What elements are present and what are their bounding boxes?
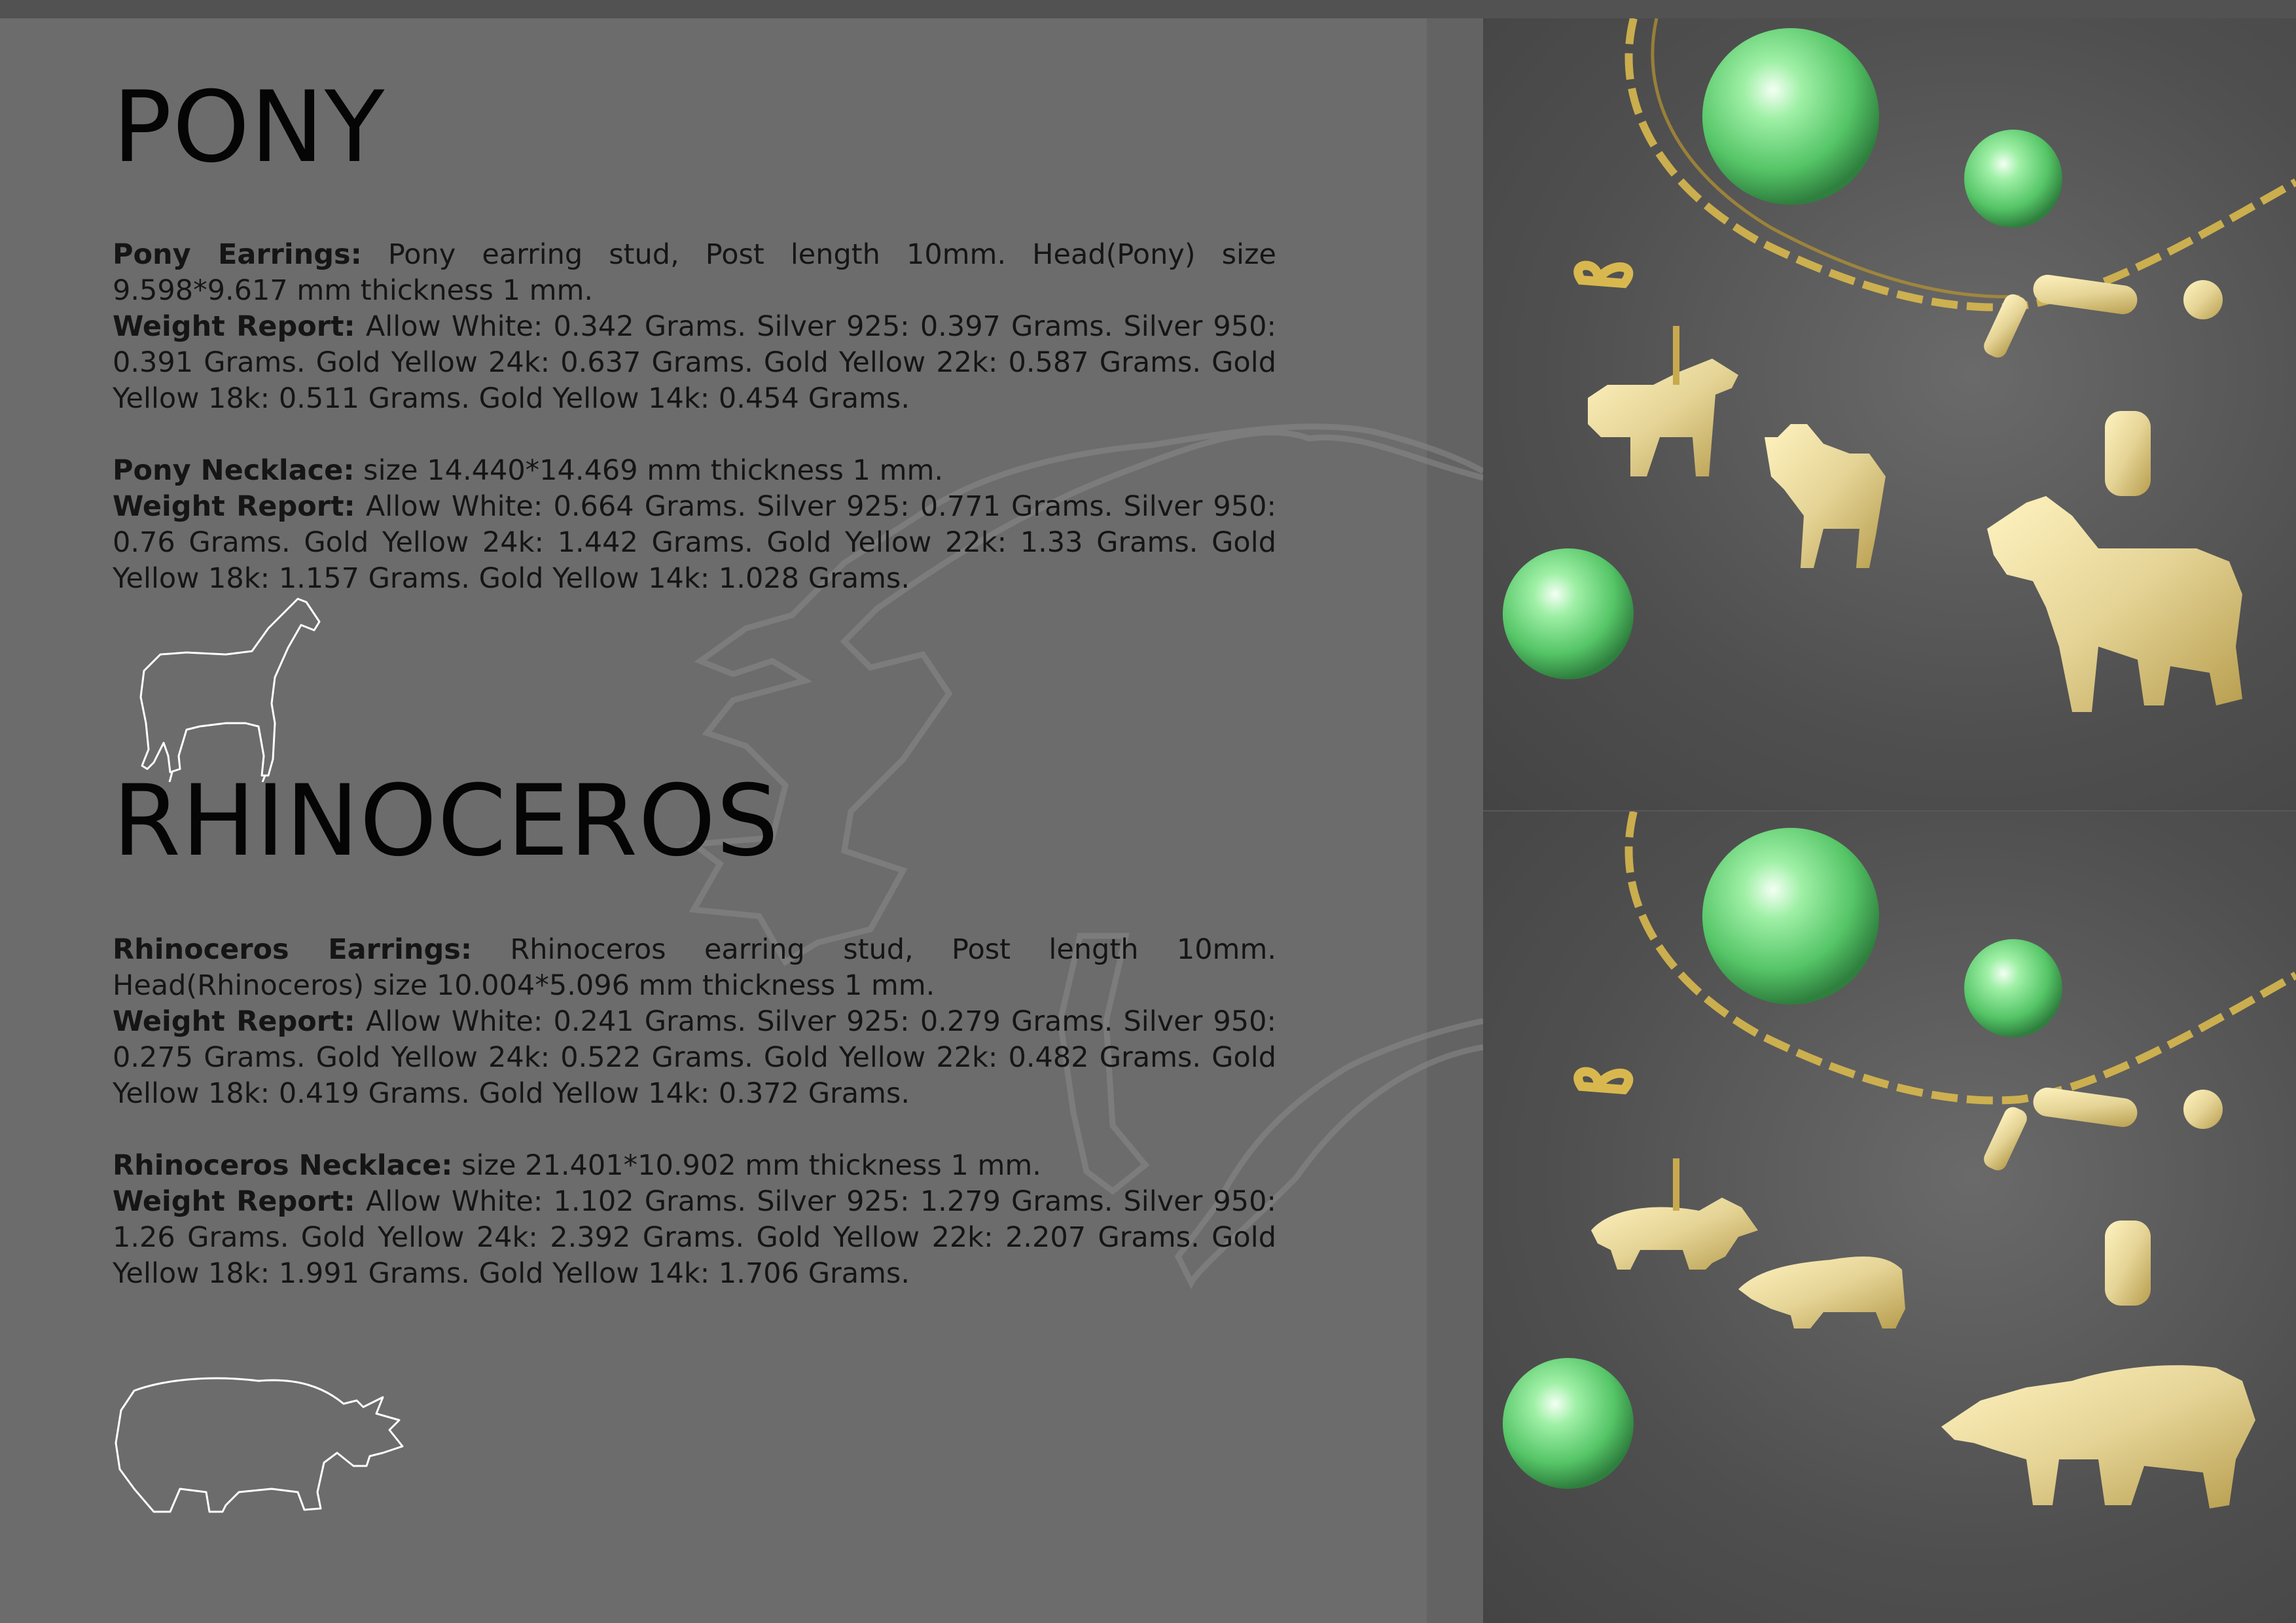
rhino-earrings-section: [113, 932, 1276, 1112]
rhino-necklace-weight-label: Weight Report:: [113, 1185, 355, 1218]
pony-earrings-weight-text: Allow White: 0.342 Grams. Silver 925: 0.397 Grams. Silver 950: 0.391 Grams. Gold Yellow 24k: 0.637 Grams. Gold Yellow 22k: 0.587 Grams. Gold Yellow 18k: 0.511 Grams. Gold Yellow 14k: 0.454 Grams.: [113, 310, 1276, 415]
rhino-necklace-weight-text: Allow White: 1.102 Grams. Silver 925: 1.279 Grams. Silver 950: 1.26 Grams. Gold Yellow 24k: 2.392 Grams. Gold Yellow 22k: 2.207 Grams. Gold Yellow 18k: 1.991 Grams. Gold Yellow 14k: 1.706 Grams.: [113, 1185, 1276, 1290]
pony-necklace-text: size 14.440*14.469 mm thickness 1 mm.: [354, 454, 944, 487]
pony-earrings-weight-label: Weight Report:: [113, 310, 355, 343]
rhino-necklace-text: size 21.401*10.902 mm thickness 1 mm.: [452, 1149, 1041, 1182]
pony-outline-icon: [134, 592, 331, 782]
pony-necklace-weight-text: Allow White: 0.664 Grams. Silver 925: 0.771 Grams. Silver 950: 0.76 Grams. Gold Yellow 24k: 1.442 Grams. Gold Yellow 22k: 1.33 Grams. Gold Yellow 18k: 1.157 Grams. Gold Yellow 14k: 1.028 Grams.: [113, 490, 1276, 595]
pearl-large: [1702, 28, 1879, 205]
rhino-necklace-label: Rhinoceros Necklace:: [113, 1149, 453, 1182]
pony-earrings-label: Pony Earrings:: [113, 238, 362, 271]
rhino-earrings-text: Rhinoceros earring stud, Post length 10mm. Head(Rhinoceros) size 10.004*5.096 mm thickness 1 mm.: [113, 933, 1276, 1002]
pony-title: PONY: [113, 71, 386, 185]
pony-product-photo: [1483, 18, 2296, 810]
pony-necklace-section: [113, 453, 1276, 597]
rhino-title: RHINOCEROS: [113, 764, 780, 878]
rhino-product-photo: [1483, 812, 2296, 1623]
pearl-medium: [1503, 548, 1634, 679]
rhino-necklace-section: [113, 1148, 1276, 1292]
rhino-earrings-weight-label: Weight Report:: [113, 1005, 355, 1038]
pony-necklace-label: Pony Necklace:: [113, 454, 355, 487]
rhino-earrings-label: Rhinoceros Earrings:: [113, 933, 473, 966]
pony-earrings-text: Pony earring stud, Post length 10mm. Head(Pony) size 9.598*9.617 mm thickness 1 mm.: [113, 238, 1276, 307]
pearl-small: [1964, 130, 2062, 228]
rhino-earrings-weight-text: Allow White: 0.241 Grams. Silver 925: 0.279 Grams. Silver 950: 0.275 Grams. Gold Yellow 24k: 0.522 Grams. Gold Yellow 22k: 0.482 Grams. Gold Yellow 18k: 0.419 Grams. Gold Yellow 14k: 0.372 Grams.: [113, 1005, 1276, 1110]
pony-earrings-section: [113, 237, 1276, 417]
pony-necklace-weight-label: Weight Report:: [113, 490, 355, 523]
rhino-outline-icon: [108, 1371, 409, 1522]
